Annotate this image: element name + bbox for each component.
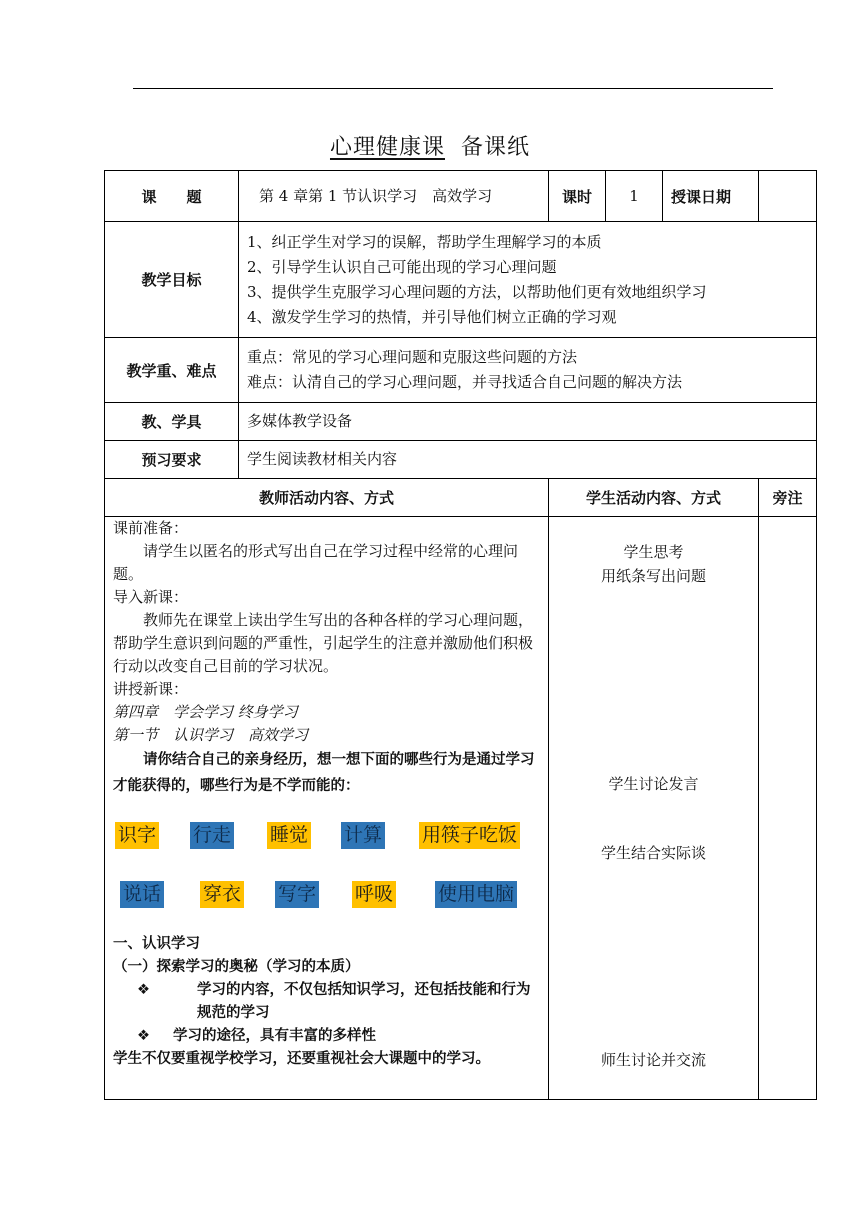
- intro-title: 导入新课：: [113, 588, 189, 606]
- diamond-bullet-icon: ❖: [137, 1028, 150, 1044]
- date-label: 授课日期: [663, 171, 759, 222]
- focus-label: 教学重、难点: [105, 338, 239, 403]
- bullet-item: ❖ 学习的内容，不仅包括知识学习，还包括技能和行为规范的学习: [113, 979, 542, 1025]
- word-card: 睡觉: [267, 822, 311, 849]
- pre-text: 请学生以匿名的形式写出自己在学习过程中经常的心理问题。: [113, 542, 519, 583]
- focus-row: [105, 338, 817, 403]
- goals-list: [239, 222, 817, 338]
- subpart-title: （一）探索学习的奥秘（学习的本质）: [113, 959, 360, 975]
- part-title: 一、认识学习: [113, 936, 200, 952]
- activity-body-row: [105, 517, 817, 1100]
- student-activity-cell: [549, 517, 759, 1100]
- student-activity-3: 学生讨论发言: [608, 775, 699, 793]
- goal-item: 4、激发学生学习的热情，并引导他们树立正确的学习观: [247, 307, 617, 326]
- student-activity-5: 师生讨论并交流: [601, 1051, 707, 1069]
- tools-label: 教、学具: [105, 403, 239, 441]
- student-activity-2: 用纸条写出问题: [601, 567, 707, 585]
- goals-row: [105, 222, 817, 338]
- notes-cell: [759, 517, 817, 1100]
- page-title-course: 心理健康课: [329, 135, 445, 160]
- hours-value: 1: [606, 171, 663, 222]
- topic-label: 课 题: [105, 171, 239, 222]
- goals-label: 教学目标: [105, 222, 239, 338]
- date-value: [759, 171, 817, 222]
- teacher-activity-cell: [105, 517, 549, 1100]
- activity-word-cards: [113, 799, 542, 933]
- page-title-suffix: 备课纸: [461, 135, 531, 160]
- word-card: 呼吸: [352, 881, 396, 908]
- page-title: [0, 130, 860, 161]
- goal-item: 2、引导学生认识自己可能出现的学习心理问题: [247, 257, 557, 276]
- focus-key: 重点：常见的学习心理问题和克服这些问题的方法: [247, 348, 578, 366]
- preview-row: [105, 441, 817, 479]
- word-card: 写字: [275, 881, 319, 908]
- goal-item: 3、提供学生克服学习心理问题的方法，以帮助他们更有效地组织学习: [247, 282, 707, 301]
- word-card: 使用电脑: [435, 881, 517, 908]
- student-activity-header: 学生活动内容、方式: [549, 479, 759, 517]
- chapter-title: 第四章 学会学习 终身学习: [113, 703, 298, 721]
- student-activity-4: 学生结合实际谈: [601, 844, 707, 862]
- word-card: 计算: [341, 822, 385, 849]
- notes-header: 旁注: [759, 479, 817, 517]
- intro-text: 教师先在课堂上读出学生写出的各种各样的学习心理问题，帮助学生意识到问题的严重性，引起学生的注意并激励他们积极行动以改变自己目前的学习状况。: [113, 611, 534, 675]
- section-title: 第一节 认识学习 高效学习: [113, 726, 309, 744]
- teacher-activity-header: 教师活动内容、方式: [105, 479, 549, 517]
- preview-label: 预习要求: [105, 441, 239, 479]
- diamond-bullet-icon: ❖: [137, 982, 150, 998]
- question-text: 请你结合自己的亲身经历，想一想下面的哪些行为是通过学习才能获得的，哪些行为是不学而能的：: [113, 752, 535, 794]
- word-card: 用筷子吃饭: [419, 822, 520, 849]
- pre-title: 课前准备：: [113, 519, 189, 537]
- word-card: 识字: [115, 822, 159, 849]
- word-card: 穿衣: [200, 881, 244, 908]
- lesson-plan-table: [104, 170, 817, 1100]
- hours-label: 课时: [549, 171, 606, 222]
- word-card: 行走: [190, 822, 234, 849]
- tools-row: [105, 403, 817, 441]
- student-activity-1: 学生思考: [623, 543, 684, 561]
- topic-value: 第 4 章第 1 节认识学习 高效学习: [239, 171, 549, 222]
- tools-value: 多媒体教学设备: [239, 403, 817, 441]
- focus-difficulty: 难点：认清自己的学习心理问题，并寻找适合自己问题的解决方法: [247, 373, 683, 391]
- goal-item: 1、纠正学生对学习的误解，帮助学生理解学习的本质: [247, 232, 602, 251]
- header-rule: [133, 88, 773, 89]
- focus-list: [239, 338, 817, 403]
- bullet-item: ❖ 学习的途径，具有丰富的多样性: [113, 1025, 542, 1048]
- activity-header-row: [105, 479, 817, 517]
- closing-text: 学生不仅要重视学校学习，还要重视社会大课题中的学习。: [113, 1051, 490, 1067]
- new-lesson-title: 讲授新课：: [113, 680, 189, 698]
- word-card: 说话: [120, 881, 164, 908]
- preview-value: 学生阅读教材相关内容: [239, 441, 817, 479]
- topic-row: [105, 171, 817, 222]
